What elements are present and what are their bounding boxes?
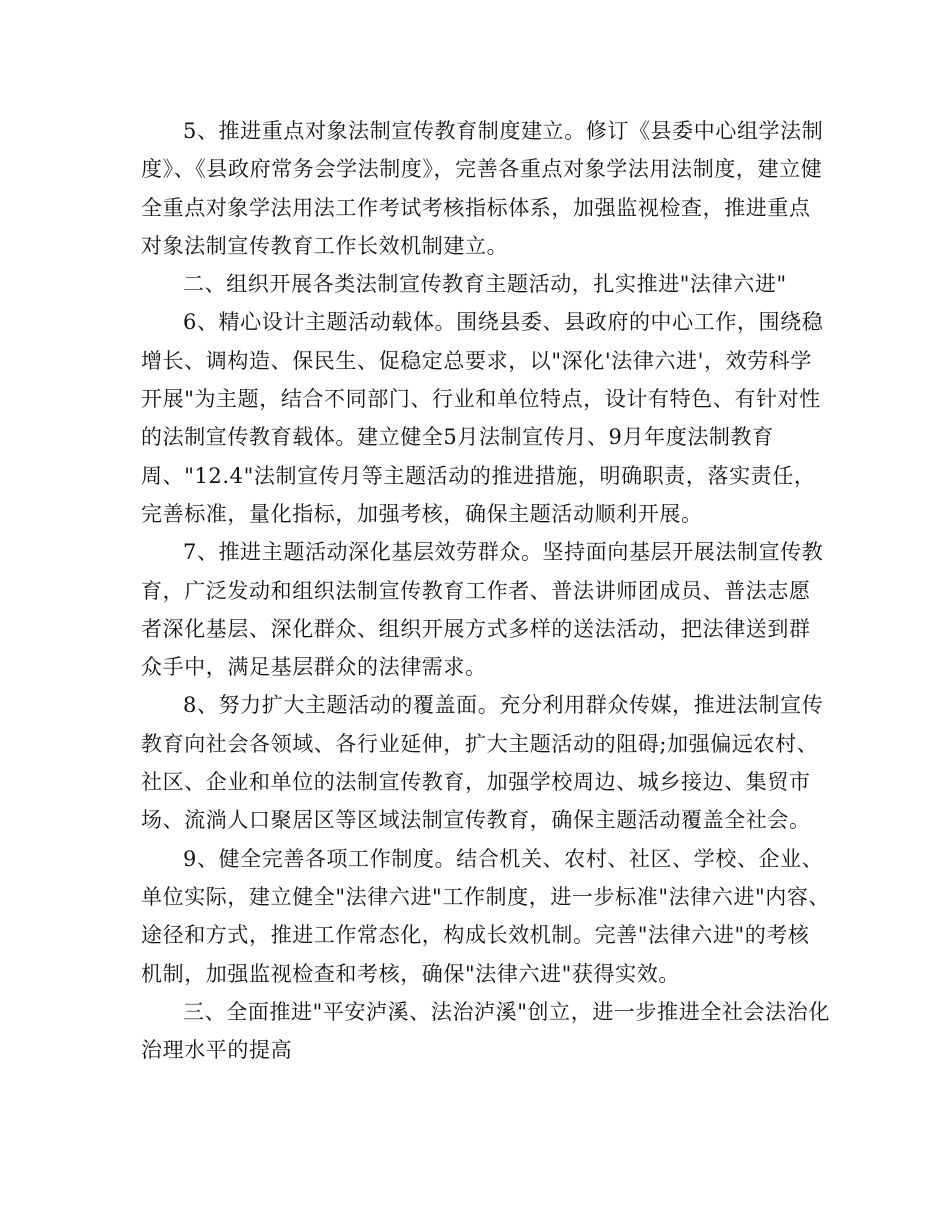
section-heading-2: 二、组织开展各类法制宣传教育主题活动，扎实推进"法律六进" (183, 272, 787, 297)
paragraph-item-8: 8、努力扩大主题活动的覆盖面。充分利用群众传媒，推进法制宣传教育向社会各领域、各行业延伸，扩大主题活动的阻碍;加强偏远农村、社区、企业和单位的法制宣传教育，加强学校周边、城乡接边、集贸市场、流淌人口聚居区等区域法制宣传教育，确保主题活动覆盖全社会。 (141, 693, 824, 833)
document-body (141, 112, 831, 1069)
paragraph-item-6: 6、精心设计主题活动载体。围绕县委、县政府的中心工作，围绕稳增长、调构造、保民生、促稳定总要求，以"深化'法律六进'，效劳科学开展"为主题，结合不同部门、行业和单位特点，设计有特色、有针对性的法制宣传教育载体。建立健全5月法制宣传月、9月年度法制教育周、"12.4"法制宣传月等主题活动的推进措施，明确职责，落实责任，完善标准，量化指标，加强考核，确保主题活动顺利开展。 (141, 310, 824, 526)
paragraph-item-9: 9、健全完善各项工作制度。结合机关、农村、社区、学校、企业、单位实际，建立健全"法律六进"工作制度，进一步标准"法律六进"内容、途径和方式，推进工作常态化，构成长效机制。完善"法律六进"的考核机制，加强监视检查和考核，确保"法律六进"获得实效。 (141, 846, 831, 986)
section-heading-3: 三、全面推进"平安泸溪、法治泸溪"创立，进一步推进全社会法治化治理水平的提高 (141, 999, 830, 1063)
paragraph-item-5: 5、推进重点对象法制宣传教育制度建立。修订《县委中心组学法制度》、《县政府常务会学法制度》，完善各重点对象学法用法制度，建立健全重点对象学法用法工作考试考核指标体系，加强监视检查，推进重点对象法制宣传教育工作长效机制建立。 (141, 119, 824, 258)
paragraph-item-7: 7、推进主题活动深化基层效劳群众。坚持面向基层开展法制宣传教育，广泛发动和组织法制宣传教育工作者、普法讲师团成员、普法志愿者深化基层、深化群众、组织开展方式多样的送法活动，把法律送到群众手中，满足基层群众的法律需求。 (141, 540, 824, 680)
